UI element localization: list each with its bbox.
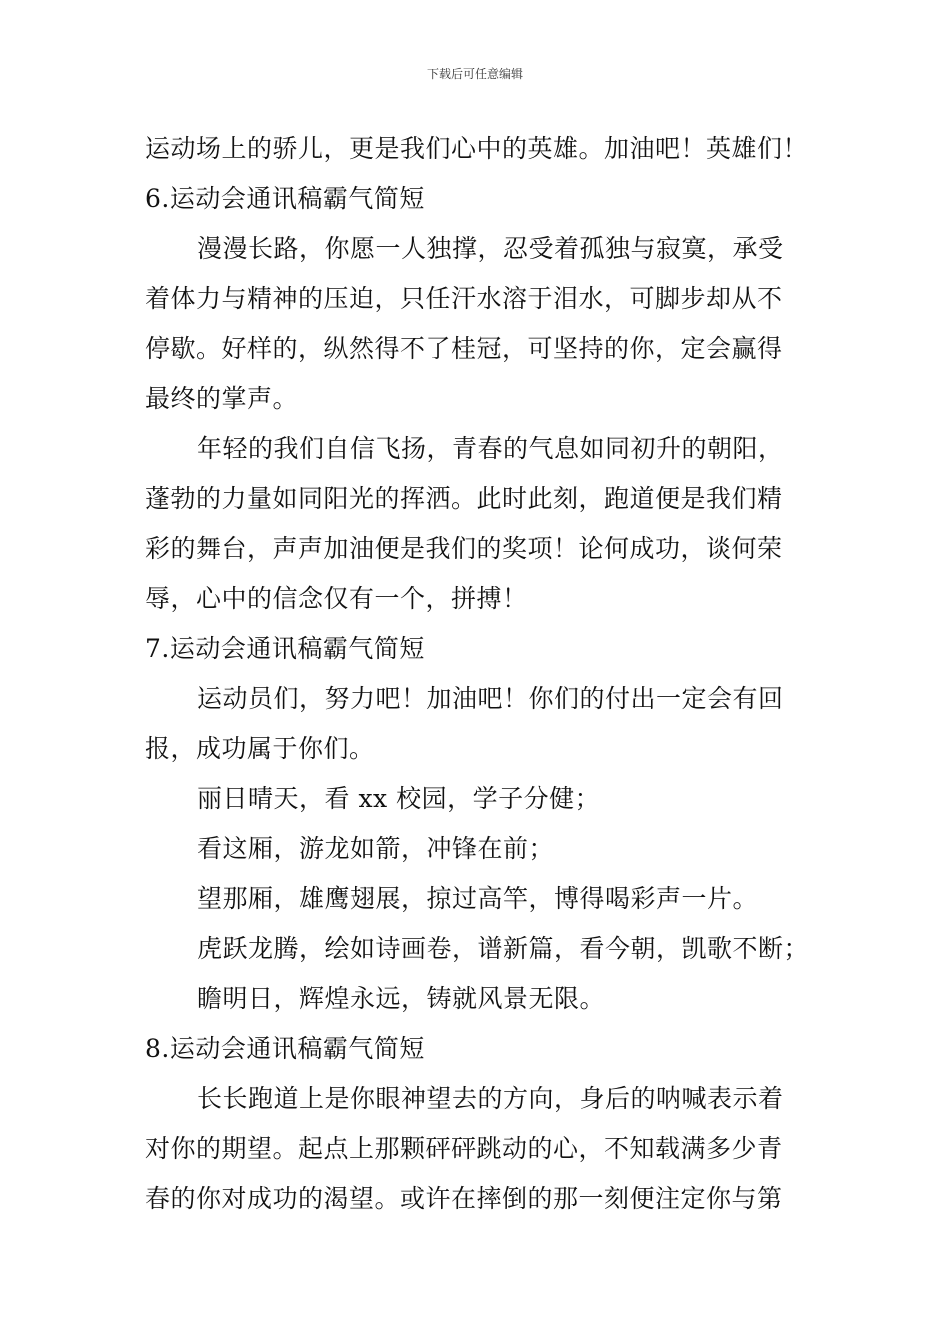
section-heading: 7.运动会通讯稿霸气简短	[145, 634, 425, 663]
paragraph-start-line: 漫漫长路，你愿一人独撑，忍受着孤独与寂寞，承受	[197, 234, 784, 263]
text-line: 春的你对成功的渴望。或许在摔倒的那一刻便注定你与第	[145, 1184, 783, 1213]
text-line: 对你的期望。起点上那颗砰砰跳动的心，不知载满多少青	[145, 1134, 783, 1163]
text-line: 最终的掌声。	[145, 384, 299, 413]
text-line: 蓬勃的力量如同阳光的挥洒。此时此刻，跑道便是我们精	[145, 484, 783, 513]
text-line: 彩的舞台，声声加油便是我们的奖项！论何成功，谈何荣	[145, 534, 783, 563]
text-line: 停歇。好样的，纵然得不了桂冠，可坚持的你，定会赢得	[145, 334, 783, 363]
verse-line: 丽日晴天，看 xx 校园，学子分健；	[197, 784, 601, 813]
paragraph-start-line: 运动员们，努力吧！加油吧！你们的付出一定会有回	[197, 684, 784, 713]
paragraph-start-line: 年轻的我们自信飞扬，青春的气息如同初升的朝阳，	[197, 434, 784, 463]
verse-line: 看这厢，游龙如箭，冲锋在前；	[197, 834, 555, 863]
text-line: 运动场上的骄儿，更是我们心中的英雄。加油吧！英雄们！	[145, 134, 809, 163]
verse-line: 望那厢，雄鹰翅展，掠过高竿，博得喝彩声一片。	[197, 884, 759, 913]
section-heading: 8.运动会通讯稿霸气简短	[145, 1034, 425, 1063]
text-line: 报，成功属于你们。	[145, 734, 375, 763]
text-line: 辱，心中的信念仅有一个，拼搏！	[145, 584, 528, 613]
verse-line: 虎跃龙腾，绘如诗画卷，谱新篇，看今朝，凯歌不断；	[197, 934, 810, 963]
section-heading: 6.运动会通讯稿霸气简短	[145, 184, 425, 213]
verse-line: 瞻明日，辉煌永远，铸就风景无限。	[197, 984, 606, 1013]
document-body	[145, 124, 810, 1224]
text-line: 着体力与精神的压迫，只任汗水溶于泪水，可脚步却从不	[145, 284, 783, 313]
paragraph-start-line: 长长跑道上是你眼神望去的方向，身后的呐喊表示着	[197, 1084, 784, 1113]
page-header-note: 下载后可任意编辑	[426, 67, 523, 81]
